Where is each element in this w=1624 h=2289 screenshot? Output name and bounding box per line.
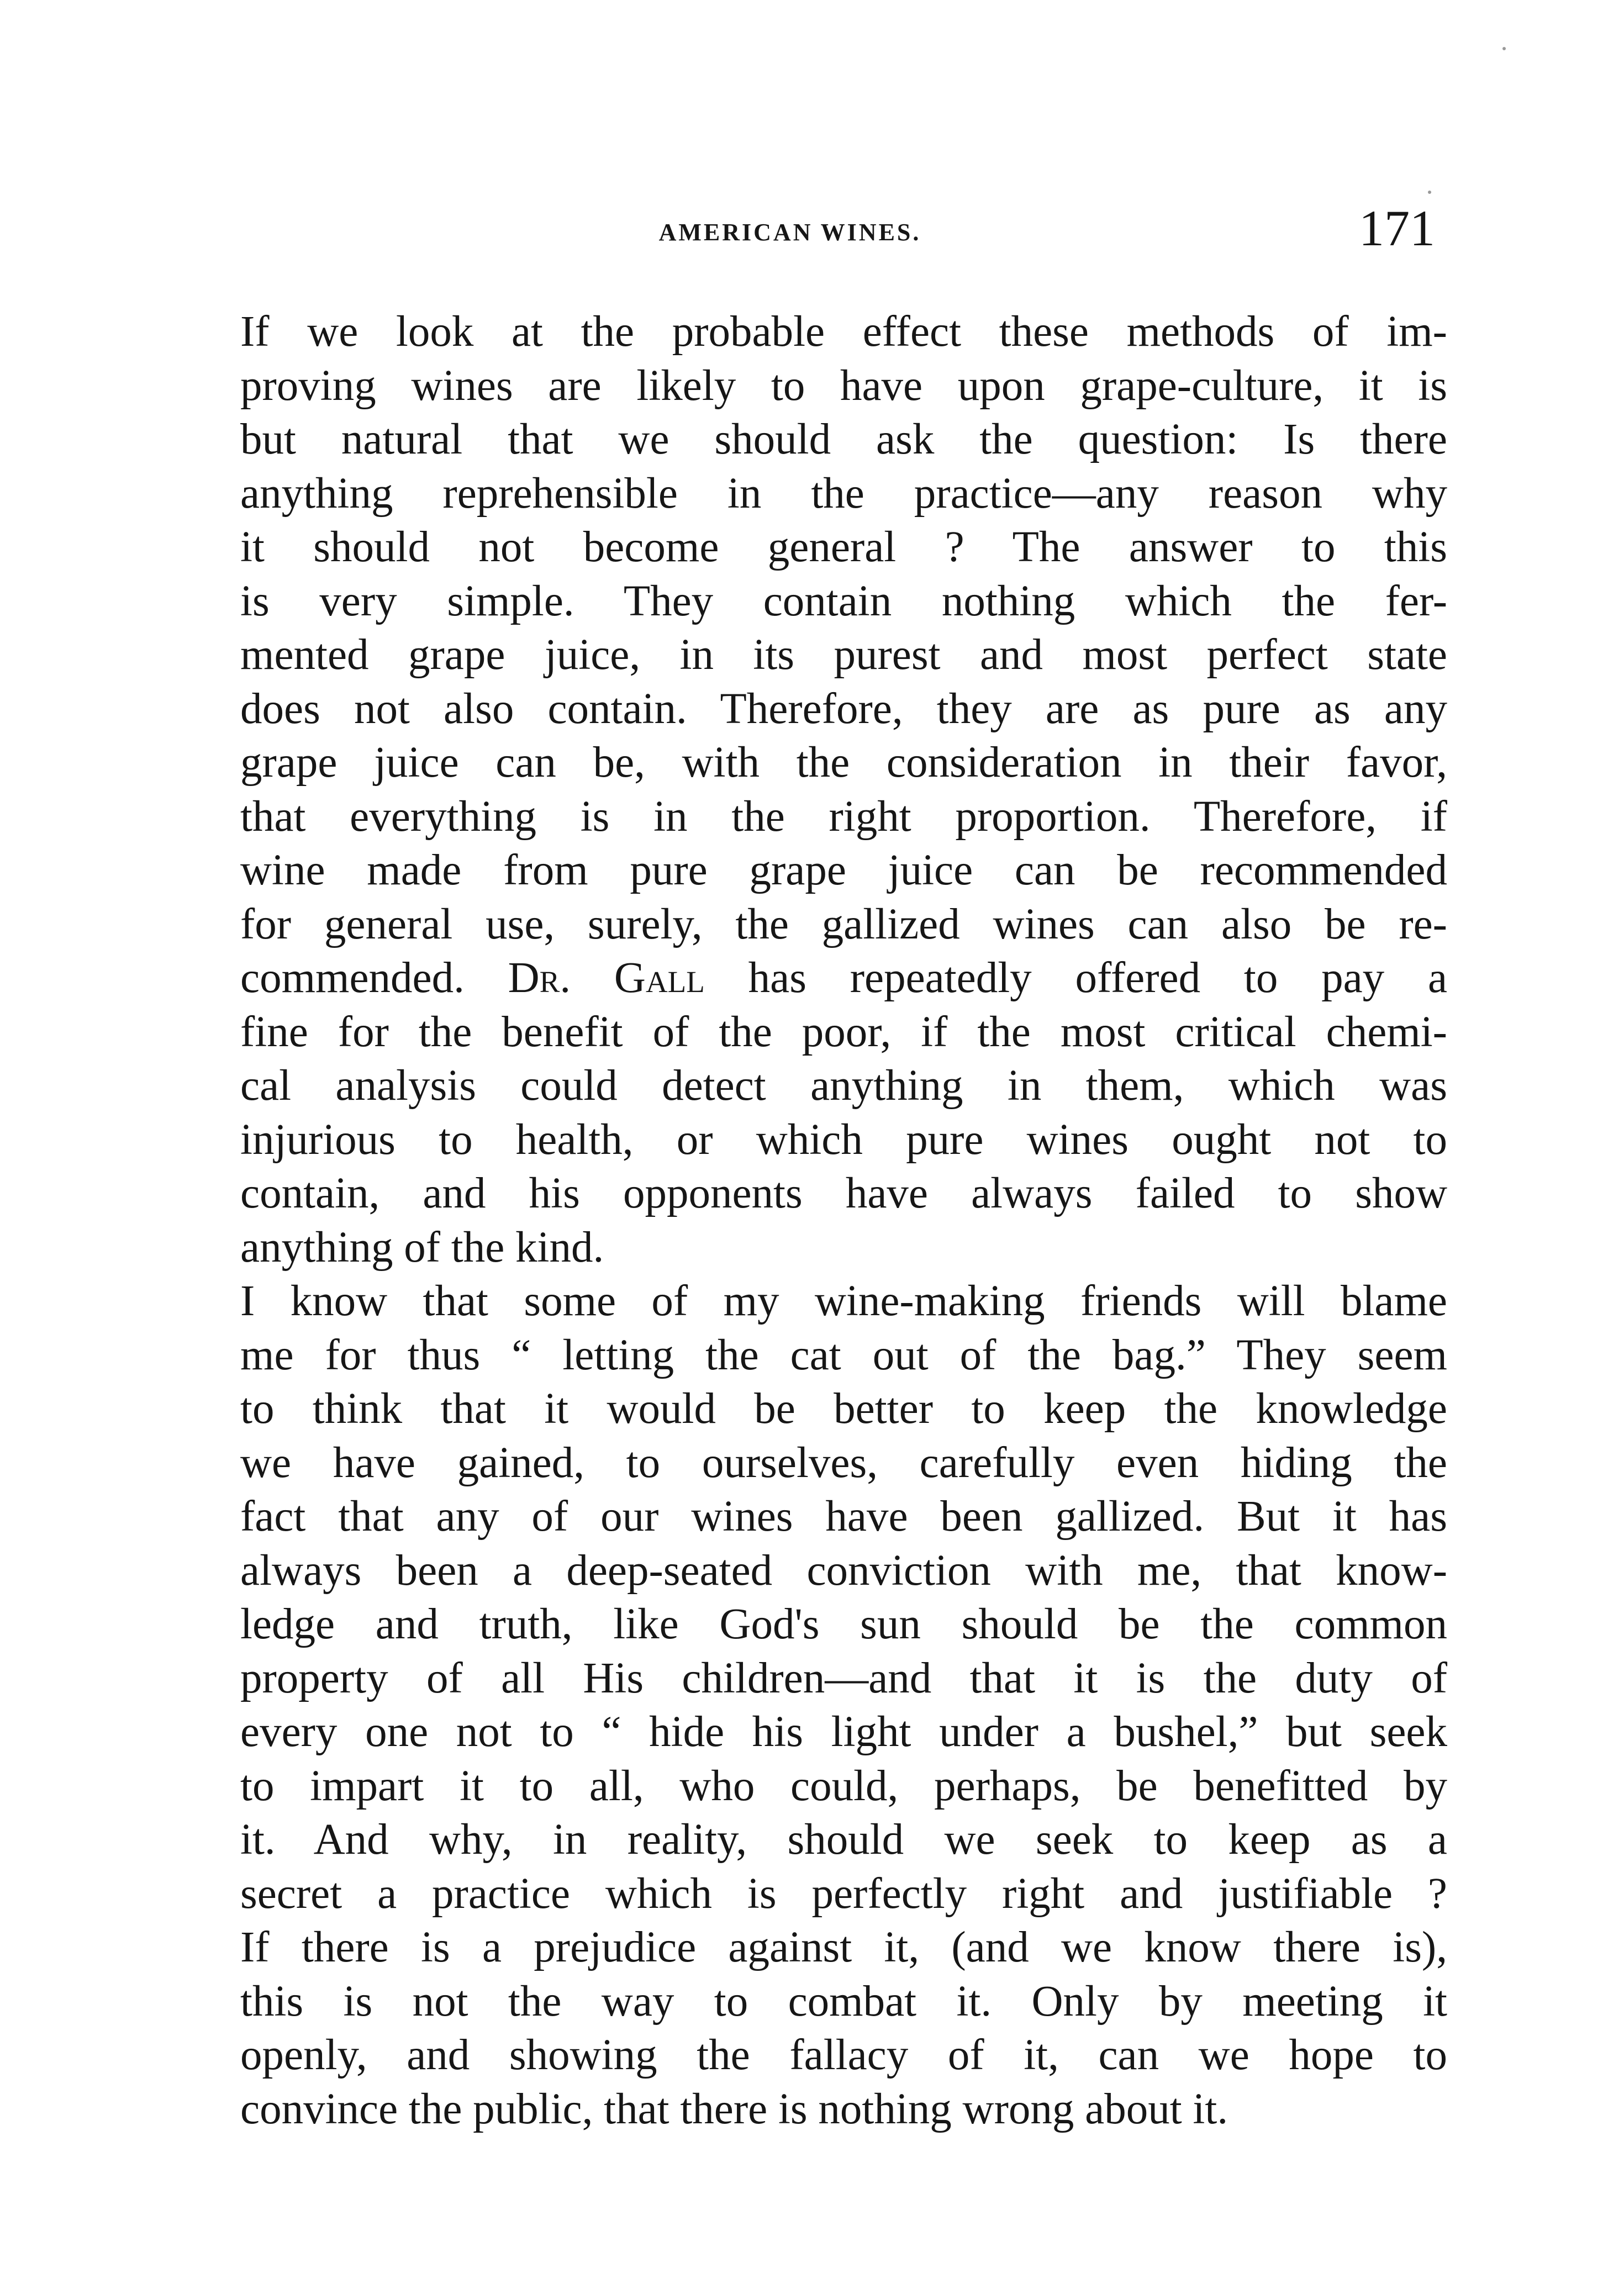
text-segment: If there is a prejudice against it, (and we know there is),: [240, 1923, 1447, 1971]
text-segment: I know that some of my wine-making friends will blame: [240, 1277, 1447, 1325]
text-segment: wine made from pure grape juice can be recommended: [240, 846, 1447, 894]
text-line: [240, 843, 1447, 898]
text-line: [240, 1274, 1447, 1328]
text-line: [240, 1921, 1447, 1975]
text-segment: openly, and showing the fallacy of it, can we hope to: [240, 2031, 1447, 2079]
text-segment: contain, and his opponents have always failed to show: [240, 1169, 1447, 1217]
text-segment: mented grape juice, in its purest and most perfect state: [240, 631, 1447, 679]
text-line: [240, 790, 1447, 844]
paragraph: [240, 1274, 1447, 2136]
text-line: [240, 1005, 1447, 1059]
text-segment: but natural that we should ask the question: Is there: [240, 415, 1447, 463]
running-head: AMERICAN WINES.: [658, 219, 921, 246]
text-line: [240, 682, 1447, 736]
text-segment: commended.: [240, 954, 508, 1002]
text-line: [240, 1759, 1447, 1813]
text-segment: this is not the way to combat it. Only by meeting it: [240, 1977, 1447, 2026]
text-line: [240, 898, 1447, 952]
text-line: [240, 359, 1447, 413]
text-segment: anything of the kind.: [240, 1223, 604, 1272]
text-segment: it should not become general ? The answer to this: [240, 523, 1447, 571]
text-line: [240, 1597, 1447, 1652]
text-segment: proving wines are likely to have upon grape-culture, it is: [240, 361, 1447, 410]
text-segment: secret a practice which is perfectly right and justifiable ?: [240, 1869, 1447, 1918]
text-line: [240, 1867, 1447, 1921]
text-segment: for general use, surely, the gallized wines can also be re-: [240, 900, 1447, 948]
text-line: [240, 305, 1447, 359]
text-segment: we have gained, to ourselves, carefully even hiding the: [240, 1438, 1447, 1487]
text-line: [240, 413, 1447, 467]
text-line: [240, 1328, 1447, 1383]
text-segment: does not also contain. Therefore, they are as pure as any: [240, 684, 1447, 733]
text-line: [240, 1167, 1447, 1221]
text-line: [240, 1382, 1447, 1436]
scan-speck: [1428, 191, 1431, 194]
text-segment: it. And why, in reality, should we seek to keep as a: [240, 1816, 1447, 1864]
text-line: [240, 1975, 1447, 2029]
text-segment: to think that it would be better to keep the knowledge: [240, 1385, 1447, 1433]
text-segment: ledge and truth, like God's sun should be the common: [240, 1600, 1447, 1648]
text-line: [240, 2082, 1447, 2137]
text-segment: injurious to health, or which pure wines ought not to: [240, 1115, 1447, 1164]
text-line: [240, 1436, 1447, 1490]
text-segment: grape juice can be, with the consideration in their favor,: [240, 739, 1447, 787]
text-segment: convince the public, that there is nothing wrong about it.: [240, 2085, 1228, 2133]
text-line: [240, 1113, 1447, 1167]
text-segment: that everything is in the right proportion. Therefore, if: [240, 792, 1447, 841]
text-segment: me for thus “ letting the cat out of the bag.” They seem: [240, 1331, 1447, 1379]
text-segment: property of all His children—and that it is the duty of: [240, 1654, 1447, 1702]
text-segment: has repeatedly offered to pay a: [704, 954, 1448, 1002]
text-line: [240, 951, 1447, 1005]
text-line: [240, 467, 1447, 521]
text-line: [240, 1221, 1447, 1275]
text-line: [240, 1059, 1447, 1113]
text-line: [240, 1813, 1447, 1867]
text-segment: always been a deep-seated conviction with me, that know-: [240, 1546, 1447, 1595]
body-text: [240, 305, 1447, 2136]
text-line: [240, 736, 1447, 790]
text-segment: cal analysis could detect anything in them, which was: [240, 1062, 1447, 1110]
paragraph: [240, 305, 1447, 1274]
text-line: [240, 2028, 1447, 2082]
text-segment: If we look at the probable effect these methods of im-: [240, 308, 1447, 356]
text-line: [240, 574, 1447, 629]
scan-speck: [1502, 47, 1506, 50]
small-caps-name: Dr. Gall: [508, 954, 705, 1002]
text-line: [240, 1490, 1447, 1544]
text-segment: fine for the benefit of the poor, if the most critical chemi-: [240, 1008, 1447, 1056]
page-number: 171: [1359, 200, 1435, 256]
text-line: [240, 1544, 1447, 1598]
text-segment: anything reprehensible in the practice—any reason why: [240, 469, 1447, 518]
text-segment: fact that any of our wines have been gallized. But it has: [240, 1492, 1447, 1541]
text-line: [240, 1652, 1447, 1706]
text-segment: every one not to “ hide his light under a bushel,” but seek: [240, 1708, 1447, 1756]
text-segment: is very simple. They contain nothing which the fer-: [240, 577, 1447, 625]
text-line: [240, 1705, 1447, 1759]
text-line: [240, 628, 1447, 682]
text-line: [240, 520, 1447, 574]
text-segment: to impart it to all, who could, perhaps, be benefitted by: [240, 1761, 1447, 1810]
